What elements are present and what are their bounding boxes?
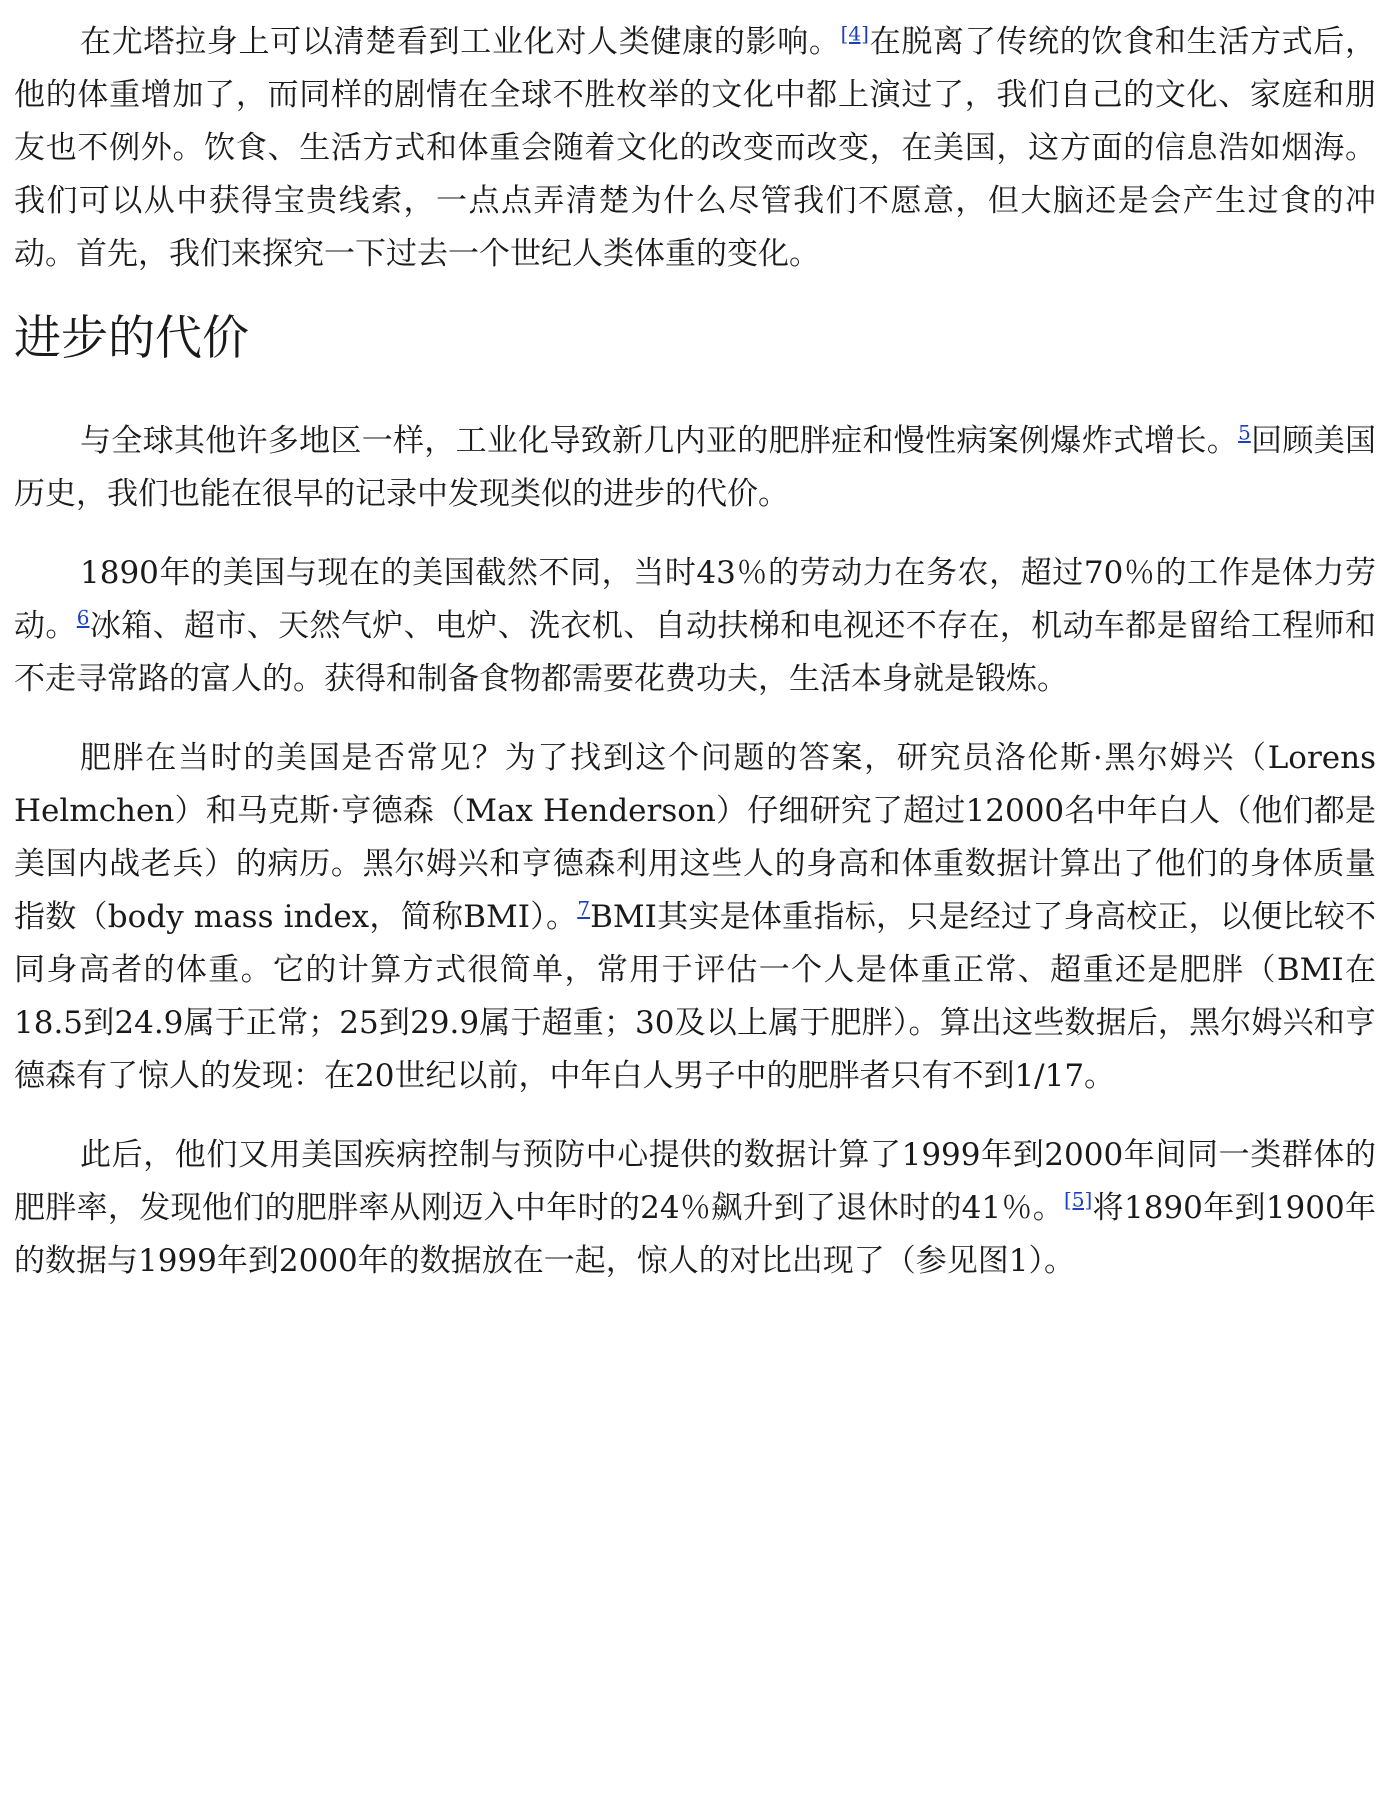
footnote-ref-7[interactable]: 7 <box>577 896 591 921</box>
footnote-ref-4[interactable]: [4] <box>840 21 869 46</box>
paragraph-1 <box>14 16 1376 281</box>
paragraph-text: 肥胖在当时的美国是否常见？为了找到这个问题的答案，研究员洛伦斯·黑尔姆兴（Lorens Helmchen）和马克斯·亨德森（Max Henderson）仔细研究了超过12000名中年白人（他们都是美国内战老兵）的病历。黑尔姆兴和亨德森利用这些人的身高和体重数据计算出了他们的身体质量指数（body mass index，简称BMI）。 <box>14 740 1376 935</box>
paragraph-text: 回顾美国历史，我们也能在很早的记录中发现类似的进步的代价。 <box>14 423 1377 512</box>
paragraph-5 <box>14 1129 1376 1288</box>
footnote-ref-5b[interactable]: [5] <box>1064 1187 1093 1212</box>
footnote-ref-6[interactable]: 6 <box>76 605 90 630</box>
paragraph-text: BMI其实是体重指标，只是经过了身高校正，以便比较不同身高者的体重。它的计算方式很简单，常用于评估一个人是体重正常、超重还是肥胖（BMI在18.5到24.9属于正常；25到29.9属于超重；30及以上属于肥胖）。算出这些数据后，黑尔姆兴和亨德森有了惊人的发现：在20世纪以前，中年白人男子中的肥胖者只有不到1/17。 <box>14 899 1377 1094</box>
paragraph-text: 将1890年到1900年的数据与1999年到2000年的数据放在一起，惊人的对比出现了（参见图1）。 <box>14 1190 1377 1279</box>
paragraph-2 <box>14 415 1376 521</box>
footnote-ref-5[interactable]: 5 <box>1238 420 1251 445</box>
paragraph-text: 在脱离了传统的饮食和生活方式后，他的体重增加了，而同样的剧情在全球不胜枚举的文化中都上演过了，我们自己的文化、家庭和朋友也不例外。饮食、生活方式和体重会随着文化的改变而改变，在美国，这方面的信息浩如烟海。我们可以从中获得宝贵线索，一点点弄清楚为什么尽管我们不愿意，但大脑还是会产生过食的冲动。首先，我们来探究一下过去一个世纪人类体重的变化。 <box>14 24 1376 272</box>
paragraph-4 <box>14 732 1376 1103</box>
paragraph-text: 在尤塔拉身上可以清楚看到工业化对人类健康的影响。 <box>80 24 841 60</box>
section-heading: 进步的代价 <box>14 311 249 366</box>
paragraph-text: 1890年的美国与现在的美国截然不同，当时43％的劳动力在务农，超过70％的工作是体力劳动。 <box>14 555 1376 644</box>
paragraph-3 <box>14 547 1376 706</box>
paragraph-text: 此后，他们又用美国疾病控制与预防中心提供的数据计算了1999年到2000年间同一类群体的肥胖率，发现他们的肥胖率从刚迈入中年时的24％飙升到了退休时的41％。 <box>14 1137 1377 1226</box>
paragraph-text: 冰箱、超市、天然气炉、电炉、洗衣机、自动扶梯和电视还不存在，机动车都是留给工程师和不走寻常路的富人的。获得和制备食物都需要花费功夫，生活本身就是锻炼。 <box>14 608 1377 697</box>
page-content <box>14 16 1376 1314</box>
paragraph-text: 与全球其他许多地区一样，工业化导致新几内亚的肥胖症和慢性病案例爆炸式增长。 <box>80 423 1239 459</box>
